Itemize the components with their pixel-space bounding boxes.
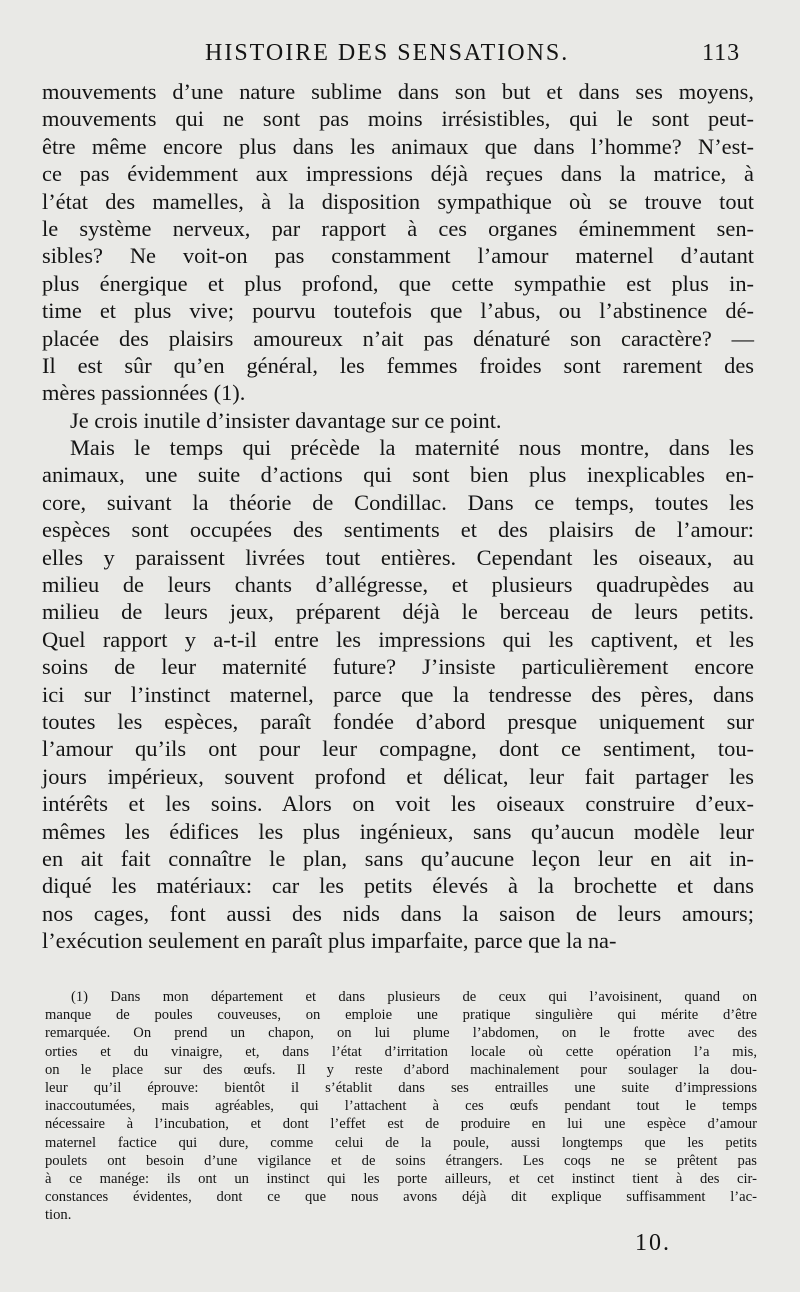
body-line: nos cages, font aussi des nids dans la saison de leurs amours; xyxy=(42,900,754,926)
running-header xyxy=(0,40,800,72)
body-line: l’amour qu’ils ont pour leur compagne, dont ce sentiment, tou- xyxy=(42,736,754,762)
body-line: elles y paraissent livrées tout entières. Cependant les oiseaux, au xyxy=(42,544,754,570)
footnote-line: leur qu’il éprouve: bientôt il s’établit dans ses entrailles une suite d’impressions xyxy=(45,1079,757,1096)
body-line: mêmes les édifices les plus ingénieux, sans qu’aucun modèle leur xyxy=(42,818,754,844)
body-line: ici sur l’instinct maternel, parce que la tendresse des pères, dans xyxy=(42,681,754,707)
body-line: Je crois inutile d’insister davantage sur ce point. xyxy=(70,407,502,433)
body-line: placée des plaisirs amoureux n’ait pas dénaturé son caractère? — xyxy=(42,325,754,351)
body-line: sibles? Ne voit-on pas constamment l’amour maternel d’autant xyxy=(42,243,754,269)
footnote-line: orties et du vinaigre, et, dans l’état d’irritation locale où cette opération l’a mis, xyxy=(45,1043,757,1060)
body-line: mères passionnées (1). xyxy=(42,380,246,406)
header-title: HISTOIRE DES SENSATIONS. xyxy=(205,40,570,66)
footnote-line: manque de poules couveuses, on emploie une pratique singulière qui mérite d’être xyxy=(45,1007,757,1024)
body-line: mouvements d’une nature sublime dans son but et dans ses moyens, xyxy=(42,79,754,104)
page-number: 113 xyxy=(702,40,741,66)
body-line: milieu de leurs chants d’allégresse, et plusieurs quadrupèdes au xyxy=(42,572,754,598)
body-line: Mais le temps qui précède la maternité nous montre, dans les xyxy=(70,435,754,461)
body-line: soins de leur maternité future? J’insiste particulièrement encore xyxy=(42,654,754,680)
footnote-line: à ce manége: ils ont un instinct qui les porte ailleurs, et cet instinct tient à des cir- xyxy=(45,1170,757,1187)
body-line: diqué les matériaux: car les petits élevés à la brochette et dans xyxy=(42,873,754,899)
footnote-line: (1) Dans mon département et dans plusieurs de ceux qui l’avoisinent, quand on xyxy=(71,989,757,1005)
footnote xyxy=(45,988,757,1224)
body-line: intérêts et les soins. Alors on voit les oiseaux construire d’eux- xyxy=(42,791,754,817)
footnote-line: tion. xyxy=(45,1207,72,1224)
body-line: ce pas évidemment aux impressions déjà reçues dans la matrice, à xyxy=(42,161,754,187)
footnote-line: poulets ont besoin d’une vigilance et de soins étrangers. Les coqs ne se prêtent pas xyxy=(45,1152,757,1169)
body-line: l’exécution seulement en paraît plus imparfaite, parce que la na- xyxy=(42,928,617,954)
body-line: plus énergique et plus profond, que cette sympathie est plus in- xyxy=(42,270,754,296)
body-line: core, suivant la théorie de Condillac. Dans ce temps, toutes les xyxy=(42,489,754,515)
footnote-line: nécessaire à l’incubation, et dont l’effet est de produire en lui une espèce d’amour xyxy=(45,1116,757,1133)
body-line: le système nerveux, par rapport à ces organes éminemment sen- xyxy=(42,215,754,241)
body-line: milieu de leurs jeux, préparent déjà le berceau de leurs petits. xyxy=(42,599,754,625)
body-line: Quel rapport y a-t-il entre les impressions qui les captivent, et les xyxy=(42,626,754,652)
body-line: jours impérieux, souvent profond et délicat, leur fait partager les xyxy=(42,763,754,789)
body-line: mouvements qui ne sont pas moins irrésistibles, qui le sont peut- xyxy=(42,106,754,132)
footnote-line: constances évidentes, dont ce que nous avons déjà dit explique suffisamment l’ac- xyxy=(45,1189,757,1206)
body-line: time et plus vive; pourvu toutefois que l’abus, ou l’abstinence dé- xyxy=(42,298,754,324)
body-line: toutes les espèces, paraît fondée d’abord presque uniquement sur xyxy=(42,708,754,734)
body-line: Il est sûr qu’en général, les femmes froides sont rarement des xyxy=(42,352,754,378)
signature-mark: 10. xyxy=(635,1230,671,1256)
footnote-line: maternel factice qui dure, comme celui de la poule, aussi longtemps que les petits xyxy=(45,1134,757,1151)
body-line: en ait fait connaître le plan, sans qu’aucune leçon leur en ait in- xyxy=(42,845,754,871)
footnote-line: inaccoutumées, mais agréables, qui l’attachent à ces œufs pendant tout le temps xyxy=(45,1098,757,1115)
body-line: espèces sont occupées des sentiments et des plaisirs de l’amour: xyxy=(42,517,754,543)
body-text xyxy=(42,78,754,955)
footnote-line: remarquée. On prend un chapon, on lui plume l’abdomen, on le frotte avec des xyxy=(45,1025,757,1042)
body-line: être même encore plus dans les animaux que dans l’homme? N’est- xyxy=(42,133,754,159)
body-line: l’état des mamelles, à la disposition sympathique où se trouve tout xyxy=(42,188,754,214)
footnote-line: on le place sur des œufs. Il y reste d’abord machinalement pour soulager la dou- xyxy=(45,1061,757,1078)
body-line: animaux, une suite d’actions qui sont bien plus inexplicables en- xyxy=(42,462,754,488)
